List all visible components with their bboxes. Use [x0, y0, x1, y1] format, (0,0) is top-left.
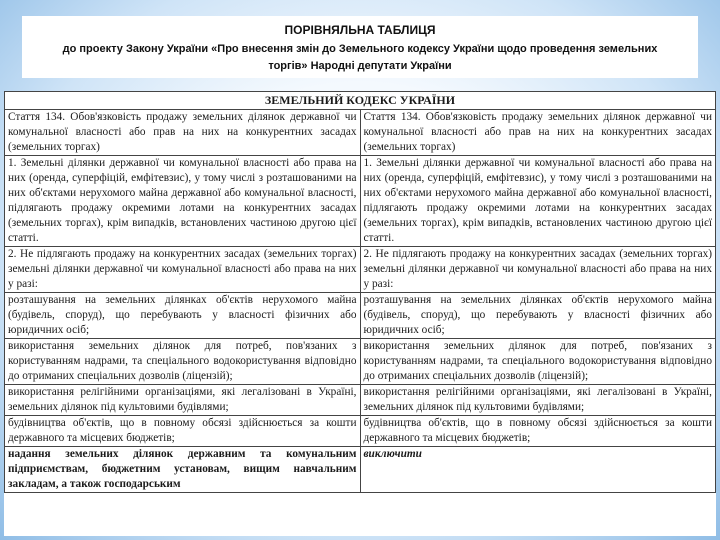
- table-row: [5, 447, 716, 493]
- cell-text: використання земельних ділянок для потреб, пов'язаних з користуванням надрами, та спеціального водокористування відповідно до отриманих спеціальних дозволів (ліцензій);: [363, 340, 712, 382]
- table-row: [5, 247, 716, 293]
- table-cell-current: [5, 447, 361, 493]
- document-title: ПОРІВНЯЛЬНА ТАБЛИЦЯ: [284, 23, 436, 37]
- table-cell-current: [5, 339, 361, 385]
- cell-text: виключити: [363, 448, 422, 460]
- comparison-table-wrapper: [4, 91, 716, 536]
- cell-text: будівництва об'єктів, що в повному обсязі здійснюється за кошти державного та місцевих бюджетів;: [8, 417, 357, 444]
- table-cell-current: [5, 247, 361, 293]
- table-cell-current: [5, 156, 361, 247]
- table-cell-proposed: [360, 339, 716, 385]
- table-cell-proposed: [360, 416, 716, 447]
- cell-text: розташування на земельних ділянках об'єктів нерухомого майна (будівель, споруд), що перебувають у власності фізичних або юридичних осіб;: [363, 294, 712, 336]
- table-cell-proposed: [360, 385, 716, 416]
- table-cell-proposed: [360, 247, 716, 293]
- table-header-row: [5, 92, 716, 110]
- table-cell-proposed: [360, 293, 716, 339]
- cell-text: Стаття 134. Обов'язковість продажу земельних ділянок державної чи комунальної власності або прав на них на конкурентних засадах (земельних торгах): [363, 111, 712, 153]
- table-cell-proposed: [360, 447, 716, 493]
- table-row: [5, 110, 716, 156]
- title-box: [22, 16, 698, 78]
- table-row: [5, 385, 716, 416]
- table-cell-current: [5, 416, 361, 447]
- comparison-table: [4, 91, 716, 493]
- table-row: [5, 416, 716, 447]
- document-subtitle: до проекту Закону України «Про внесення змін до Земельного кодексу України щодо проведення земельних торгів» Народні депутати України: [62, 43, 658, 72]
- table-row: [5, 293, 716, 339]
- table-cell-current: [5, 293, 361, 339]
- cell-text: 1. Земельні ділянки державної чи комунальної власності або права на них (оренда, суперфіцій, емфітевзис), у тому числі з розташованими на них об'єктами нерухомого майна державної або комунальної власності, підлягають продажу окремими лотами на конкурентних засадах (земельних торгах), крім випадків, встановлених частиною другою цієї статті.: [8, 157, 357, 244]
- table-cell-proposed: [360, 156, 716, 247]
- table-row: [5, 339, 716, 385]
- cell-text: 2. Не підлягають продажу на конкурентних засадах (земельних торгах) земельні ділянки державної чи комунальної власності або права на них у разі:: [8, 248, 357, 290]
- table-cell-current: [5, 110, 361, 156]
- code-header: ЗЕМЕЛЬНИЙ КОДЕКС УКРАЇНИ: [5, 92, 716, 110]
- cell-text: 2. Не підлягають продажу на конкурентних засадах (земельних торгах) земельні ділянки державної чи комунальної власності або права на них у разі:: [363, 248, 712, 290]
- cell-text: використання релігійними організаціями, які легалізовані в Україні, земельних ділянок під культовими будівлями;: [8, 386, 357, 413]
- cell-text: використання земельних ділянок для потреб, пов'язаних з користуванням надрами, та спеціального водокористування відповідно до отриманих спеціальних дозволів (ліцензій);: [8, 340, 357, 382]
- table-cell-proposed: [360, 110, 716, 156]
- table-cell-current: [5, 385, 361, 416]
- cell-text: 1. Земельні ділянки державної чи комунальної власності або права на них (оренда, суперфіцій, емфітевзис), у тому числі з розташованими на них об'єктами нерухомого майна державної або комунальної власності, підлягають продажу окремими лотами на конкурентних засадах (земельних торгах), крім випадків, встановлених частиною другою цієї статті.: [363, 157, 712, 244]
- cell-text: надання земельних ділянок державним та комунальним підприємствам, бюджетним установам, вищим навчальним закладам, а також господарським: [8, 448, 357, 490]
- cell-text: використання релігійними організаціями, які легалізовані в Україні, земельних ділянок під культовими будівлями;: [363, 386, 712, 413]
- cell-text: будівництва об'єктів, що в повному обсязі здійснюється за кошти державного та місцевих бюджетів;: [363, 417, 712, 444]
- cell-text: розташування на земельних ділянках об'єктів нерухомого майна (будівель, споруд), що перебувають у власності фізичних або юридичних осіб;: [8, 294, 357, 336]
- cell-text: Стаття 134. Обов'язковість продажу земельних ділянок державної чи комунальної власності або прав на них на конкурентних засадах (земельних торгах): [8, 111, 357, 153]
- table-row: [5, 156, 716, 247]
